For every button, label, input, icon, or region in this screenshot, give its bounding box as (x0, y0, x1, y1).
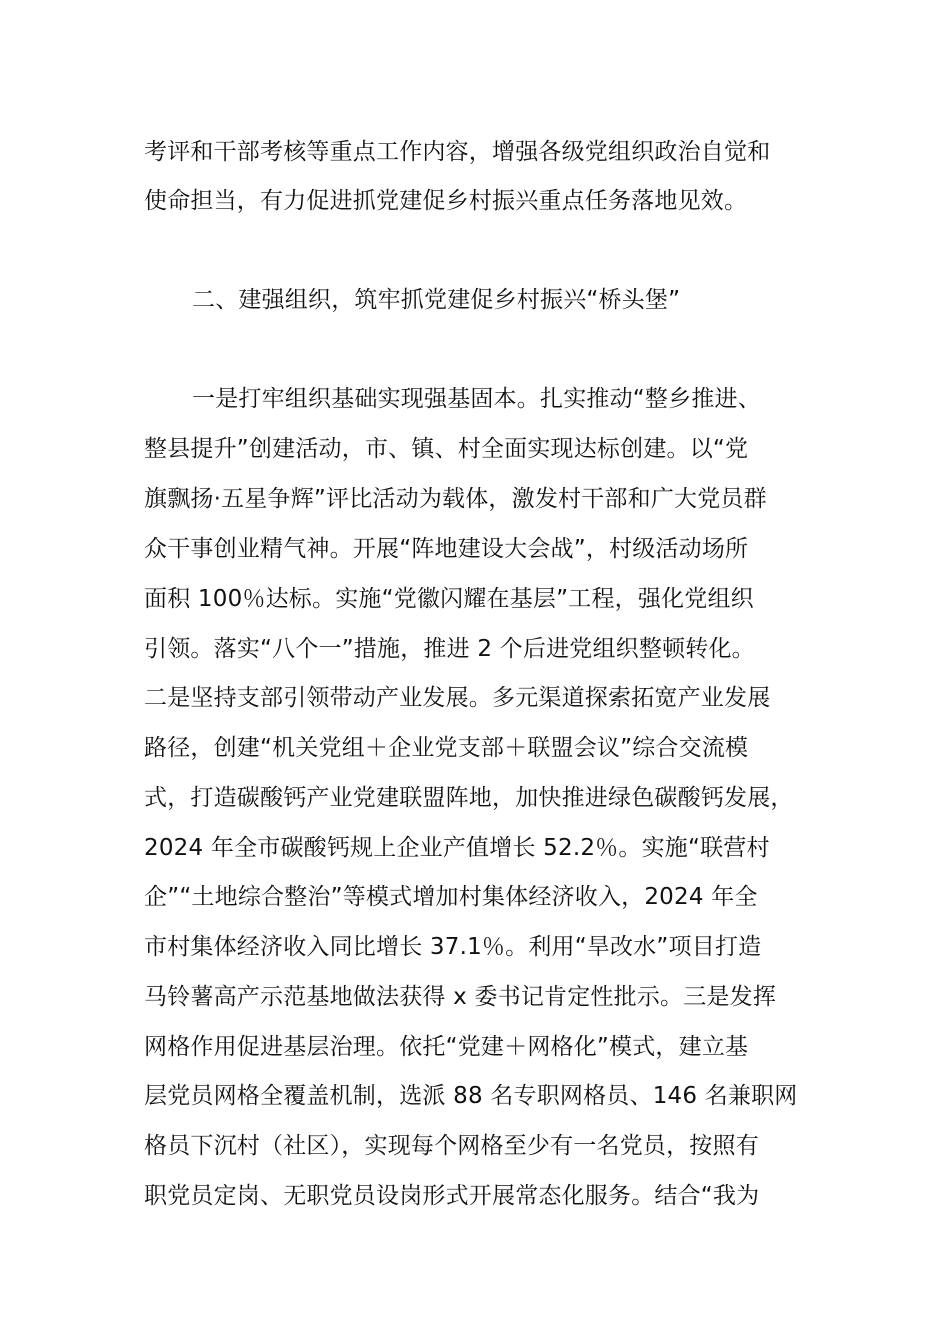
paragraph-line: 企”“土地综合整治”等模式增加村集体经济收入，2024 年全 (144, 884, 758, 910)
paragraph-line: 网格作用促进基层治理。依托“党建＋网格化”模式，建立基 (144, 1034, 749, 1060)
paragraph-line: 引领。落实“八个一”措施，推进 2 个后进党组织整顿转化。 (144, 636, 755, 662)
paragraph-line: 层党员网格全覆盖机制，选派 88 名专职网格员、146 名兼职网 (144, 1083, 798, 1109)
paragraph-line: 路径，创建“机关党组＋企业党支部＋联盟会议”综合交流模 (144, 735, 749, 761)
paragraph-line: 二是坚持支部引领带动产业发展。多元渠道探索拓宽产业发展 (144, 685, 771, 711)
paragraph-line: 旗飘扬·五星争辉”评比活动为载体，激发村干部和广大党员群 (144, 486, 767, 512)
section-heading: 二、建强组织，筑牢抓党建促乡村振兴“桥头堡” (192, 287, 681, 313)
paragraph-line: 格员下沉村（社区），实现每个网格至少有一名党员，按照有 (144, 1133, 759, 1159)
paragraph-line: 面积 100％达标。实施“党徽闪耀在基层”工程，强化党组织 (144, 586, 754, 612)
paragraph-line: 市村集体经济收入同比增长 37.1％。利用“旱改水”项目打造 (144, 934, 762, 960)
paragraph-line: 整县提升”创建活动，市、镇、村全面实现达标创建。以“党 (144, 436, 749, 462)
paragraph-line: 众干事创业精气神。开展“阵地建设大会战”，村级活动场所 (144, 536, 749, 562)
paragraph-line: 一是打牢组织基础实现强基固本。扎实推动“整乡推进、 (192, 386, 761, 412)
paragraph-line: 式，打造碳酸钙产业党建联盟阵地，加快推进绿色碳酸钙发展， (144, 785, 794, 811)
paragraph-line: 职党员定岗、无职党员设岗形式开展常态化服务。结合“我为 (144, 1183, 760, 1209)
paragraph-line: 马铃薯高产示范基地做法获得 x 委书记肯定性批示。三是发挥 (144, 984, 777, 1010)
paragraph-line: 考评和干部考核等重点工作内容，增强各级党组织政治自觉和 (144, 139, 771, 165)
paragraph-line: 2024 年全市碳酸钙规上企业产值增长 52.2％。实施“联营村 (144, 835, 770, 861)
paragraph-line: 使命担当，有力促进抓党建促乡村振兴重点任务落地见效。 (144, 188, 748, 214)
